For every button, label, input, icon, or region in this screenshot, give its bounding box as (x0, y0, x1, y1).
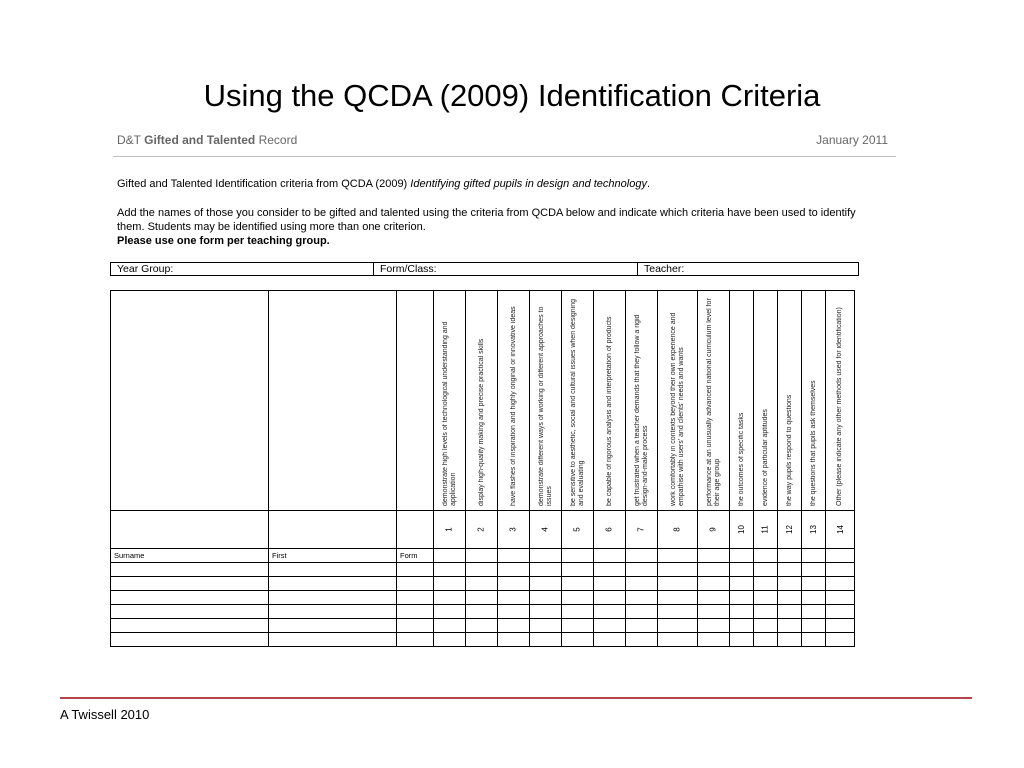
check-cell[interactable] (562, 619, 594, 633)
check-cell[interactable] (698, 577, 730, 591)
first-name-cell[interactable] (269, 619, 397, 633)
check-cell[interactable] (754, 563, 778, 577)
criterion-5: be sensitive to aesthetic, social and cultural issues when designing and evaluating (562, 291, 594, 511)
check-cell[interactable] (802, 563, 826, 577)
blank-cell (269, 511, 397, 549)
check-cell[interactable] (530, 577, 562, 591)
blank-cell (111, 511, 269, 549)
check-cell[interactable] (754, 619, 778, 633)
check-cell[interactable] (434, 549, 466, 563)
check-cell[interactable] (778, 619, 802, 633)
form-cell[interactable] (397, 619, 434, 633)
check-cell[interactable] (626, 591, 658, 605)
teacher-field[interactable]: Teacher: (638, 263, 859, 276)
check-cell[interactable] (778, 563, 802, 577)
form-cell[interactable] (397, 591, 434, 605)
form-cell[interactable] (397, 605, 434, 619)
criterion-1: demonstrate high levels of technological understanding and application (434, 291, 466, 511)
first-name-cell[interactable] (269, 591, 397, 605)
check-cell[interactable] (626, 577, 658, 591)
check-cell[interactable] (802, 619, 826, 633)
criterion-14: Other (please indicate any other methods used for identification) (826, 291, 855, 511)
check-cell[interactable] (498, 619, 530, 633)
check-cell[interactable] (466, 633, 498, 647)
first-name-cell[interactable] (269, 577, 397, 591)
check-cell[interactable] (778, 605, 802, 619)
first-name-cell[interactable] (269, 563, 397, 577)
student-row[interactable] (111, 619, 855, 633)
check-cell[interactable] (594, 563, 626, 577)
form-cell[interactable] (397, 563, 434, 577)
slide-title: Using the QCDA (2009) Identification Criteria (203, 78, 821, 113)
blank-cell (111, 291, 269, 511)
check-cell[interactable] (530, 619, 562, 633)
check-cell[interactable] (826, 563, 855, 577)
blank-cell (397, 511, 434, 549)
student-row[interactable] (111, 577, 855, 591)
surname-cell[interactable] (111, 577, 269, 591)
criterion-number: 4 (530, 511, 562, 549)
criterion-13: the questions that pupils ask themselves (802, 291, 826, 511)
criterion-2: display high-quality making and precise practical skills (466, 291, 498, 511)
check-cell[interactable] (802, 605, 826, 619)
check-cell[interactable] (730, 563, 754, 577)
check-cell[interactable] (698, 619, 730, 633)
check-cell[interactable] (730, 633, 754, 647)
check-cell[interactable] (466, 563, 498, 577)
criterion-number: 10 (730, 511, 754, 549)
criterion-number: 3 (498, 511, 530, 549)
criterion-4: demonstrate different ways of working or different approaches to issues (530, 291, 562, 511)
check-cell[interactable] (530, 591, 562, 605)
surname-cell[interactable] (111, 605, 269, 619)
surname-cell[interactable] (111, 591, 269, 605)
check-cell[interactable] (530, 605, 562, 619)
record-title: D&T Gifted and Talented Record (117, 133, 298, 147)
criterion-6: be capable of rigorous analysis and interpretation of products (594, 291, 626, 511)
check-cell[interactable] (562, 633, 594, 647)
check-cell[interactable] (594, 549, 626, 563)
student-row[interactable] (111, 633, 855, 647)
form-cell[interactable] (397, 633, 434, 647)
surname-cell[interactable] (111, 619, 269, 633)
check-cell[interactable] (778, 549, 802, 563)
check-cell[interactable] (466, 591, 498, 605)
check-cell[interactable] (594, 591, 626, 605)
check-cell[interactable] (658, 605, 698, 619)
check-cell[interactable] (698, 605, 730, 619)
intro-text: Gifted and Talented Identification criteria from QCDA (2009) Identifying gifted pupils in design and technology. (117, 178, 651, 190)
criterion-number: 2 (466, 511, 498, 549)
form-class-field[interactable]: Form/Class: (374, 263, 638, 276)
info-fields-table (110, 262, 859, 276)
check-cell[interactable] (466, 577, 498, 591)
criterion-number: 6 (594, 511, 626, 549)
check-cell[interactable] (626, 549, 658, 563)
criterion-number: 7 (626, 511, 658, 549)
check-cell[interactable] (594, 577, 626, 591)
column-label-row (111, 549, 855, 563)
check-cell[interactable] (626, 605, 658, 619)
check-cell[interactable] (730, 549, 754, 563)
form-header: Form (397, 549, 434, 563)
check-cell[interactable] (826, 549, 855, 563)
check-cell[interactable] (730, 577, 754, 591)
criterion-9: performance at an unusually advanced national curriculum level for their age group (698, 291, 730, 511)
check-cell[interactable] (698, 549, 730, 563)
criterion-10: the outcomes of specific tasks (730, 291, 754, 511)
year-group-field[interactable]: Year Group: (111, 263, 374, 276)
criterion-number: 8 (658, 511, 698, 549)
check-cell[interactable] (698, 563, 730, 577)
check-cell[interactable] (498, 633, 530, 647)
footer-divider (60, 697, 972, 699)
check-cell[interactable] (802, 591, 826, 605)
check-cell[interactable] (434, 619, 466, 633)
criteria-number-row (111, 511, 855, 549)
check-cell[interactable] (698, 633, 730, 647)
check-cell[interactable] (658, 549, 698, 563)
check-cell[interactable] (434, 605, 466, 619)
surname-cell[interactable] (111, 563, 269, 577)
criterion-number: 13 (802, 511, 826, 549)
first-name-cell[interactable] (269, 633, 397, 647)
criterion-12: the way pupils respond to questions (778, 291, 802, 511)
check-cell[interactable] (530, 633, 562, 647)
check-cell[interactable] (498, 549, 530, 563)
check-cell[interactable] (434, 563, 466, 577)
criterion-8: work comfortably in contexts beyond their own experience and empathise with users' and clients' needs and wants (658, 291, 698, 511)
check-cell[interactable] (730, 591, 754, 605)
check-cell[interactable] (658, 619, 698, 633)
criteria-grid (110, 290, 855, 647)
check-cell[interactable] (826, 619, 855, 633)
criterion-number: 14 (826, 511, 855, 549)
check-cell[interactable] (466, 619, 498, 633)
check-cell[interactable] (802, 549, 826, 563)
check-cell[interactable] (658, 577, 698, 591)
check-cell[interactable] (754, 591, 778, 605)
check-cell[interactable] (562, 591, 594, 605)
form-cell[interactable] (397, 577, 434, 591)
check-cell[interactable] (658, 633, 698, 647)
check-cell[interactable] (778, 577, 802, 591)
check-cell[interactable] (754, 605, 778, 619)
student-row[interactable] (111, 605, 855, 619)
check-cell[interactable] (594, 619, 626, 633)
criterion-7: get frustrated when a teacher demands that they follow a rigid design-and-make process (626, 291, 658, 511)
check-cell[interactable] (778, 633, 802, 647)
check-cell[interactable] (562, 605, 594, 619)
check-cell[interactable] (826, 605, 855, 619)
blank-cell (397, 291, 434, 511)
check-cell[interactable] (826, 591, 855, 605)
check-cell[interactable] (626, 619, 658, 633)
criterion-3: have flashes of inspiration and highly original or innovative ideas (498, 291, 530, 511)
criterion-11: evidence of particular aptitudes (754, 291, 778, 511)
check-cell[interactable] (434, 633, 466, 647)
check-cell[interactable] (730, 605, 754, 619)
student-row[interactable] (111, 591, 855, 605)
check-cell[interactable] (626, 563, 658, 577)
instructions: Add the names of those you consider to be gifted and talented using the criteria from QCDA below and indicate which criteria have been used to identify them. Students may be identified using more than one criterion. Please use one form per teaching group. (117, 207, 856, 247)
check-cell[interactable] (754, 577, 778, 591)
surname-header: Surname (111, 549, 269, 563)
check-cell[interactable] (594, 605, 626, 619)
criterion-number: 9 (698, 511, 730, 549)
check-cell[interactable] (802, 577, 826, 591)
check-cell[interactable] (530, 563, 562, 577)
check-cell[interactable] (498, 605, 530, 619)
check-cell[interactable] (698, 591, 730, 605)
header-divider (113, 156, 896, 157)
check-cell[interactable] (754, 633, 778, 647)
criterion-number: 5 (562, 511, 594, 549)
criterion-number: 12 (778, 511, 802, 549)
check-cell[interactable] (826, 633, 855, 647)
check-cell[interactable] (434, 577, 466, 591)
check-cell[interactable] (594, 633, 626, 647)
check-cell[interactable] (562, 563, 594, 577)
check-cell[interactable] (626, 633, 658, 647)
check-cell[interactable] (466, 549, 498, 563)
check-cell[interactable] (530, 549, 562, 563)
check-cell[interactable] (498, 577, 530, 591)
surname-cell[interactable] (111, 633, 269, 647)
criterion-number: 1 (434, 511, 466, 549)
check-cell[interactable] (498, 563, 530, 577)
criterion-number: 11 (754, 511, 778, 549)
check-cell[interactable] (826, 577, 855, 591)
first-name-header: First (269, 549, 397, 563)
check-cell[interactable] (658, 563, 698, 577)
check-cell[interactable] (434, 591, 466, 605)
footer-credit: A Twissell 2010 (60, 707, 150, 722)
criteria-header-row (111, 291, 855, 511)
record-date: January 2011 (816, 133, 888, 147)
check-cell[interactable] (730, 619, 754, 633)
first-name-cell[interactable] (269, 605, 397, 619)
check-cell[interactable] (562, 577, 594, 591)
check-cell[interactable] (778, 591, 802, 605)
student-row[interactable] (111, 563, 855, 577)
blank-cell (269, 291, 397, 511)
check-cell[interactable] (802, 633, 826, 647)
check-cell[interactable] (754, 549, 778, 563)
check-cell[interactable] (562, 549, 594, 563)
check-cell[interactable] (466, 605, 498, 619)
check-cell[interactable] (658, 591, 698, 605)
check-cell[interactable] (498, 591, 530, 605)
